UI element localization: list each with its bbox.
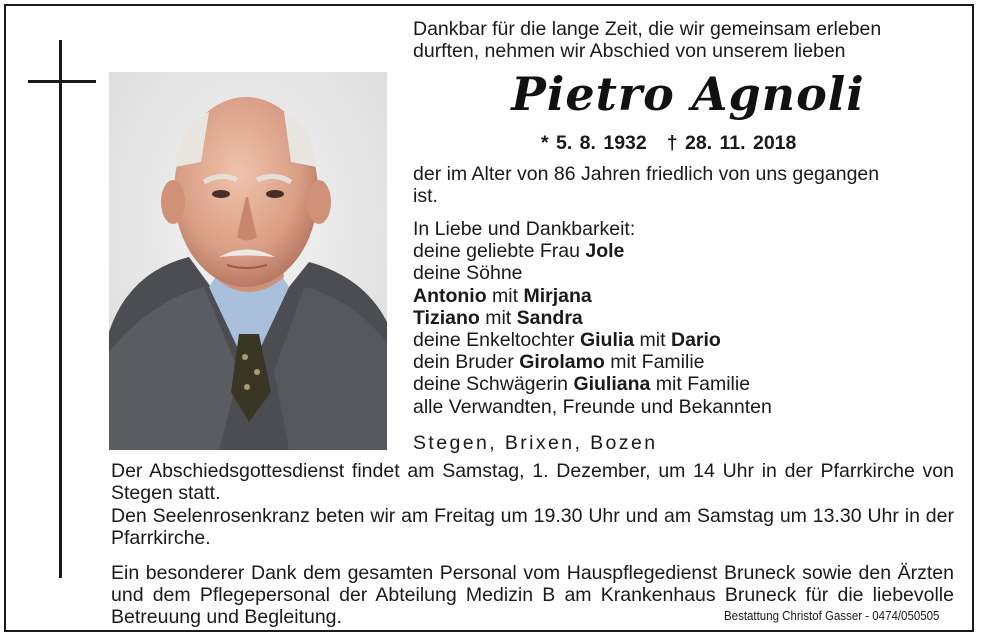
rosary-paragraph: Den Seelenrosenkranz beten wir am Freitag um 19.30 Uhr und am Samstag um 13.30 Uhr in der Pfarrkirche. bbox=[111, 505, 954, 549]
list-item bbox=[413, 285, 963, 307]
intro-line-1: Dankbar für die lange Zeit, die wir gemeinsam erleben bbox=[413, 18, 882, 40]
wife-label: deine geliebte Frau bbox=[413, 240, 586, 263]
son1-name: Antonio bbox=[413, 284, 487, 307]
places-text: Stegen, Brixen, Bozen bbox=[413, 432, 658, 454]
age-line-1: der im Alter von 86 Jahren friedlich von uns gegangen bbox=[413, 163, 880, 185]
list-item bbox=[413, 307, 963, 329]
with-label: mit bbox=[634, 328, 671, 351]
son2-name: Tiziano bbox=[413, 306, 480, 329]
list-item: deine Söhne bbox=[413, 262, 523, 285]
list-item bbox=[413, 240, 963, 262]
cross-icon-vertical bbox=[59, 40, 62, 578]
sister-in-law-label: deine Schwägerin bbox=[413, 373, 574, 396]
with-label: mit bbox=[479, 306, 517, 329]
cross-icon-horizontal bbox=[28, 80, 96, 83]
family-label: mit Familie bbox=[604, 351, 705, 374]
brother-label: dein Bruder bbox=[413, 351, 520, 374]
son2-partner-name: Sandra bbox=[516, 306, 583, 329]
brother-name: Girolamo bbox=[519, 351, 605, 374]
list-item bbox=[413, 351, 963, 373]
life-dates bbox=[541, 132, 796, 155]
funeral-home-credit: Bestattung Christof Gasser - 0474/050505 bbox=[724, 609, 940, 623]
son1-partner-name: Mirjana bbox=[523, 284, 592, 307]
thanks-paragraph: Ein besonderer Dank dem gesamten Personal vom Hauspflegedienst Bruneck sowie den Ärzten und dem Pflegepersonal der Abteilung Medizin B am Krankenhaus Bruneck für die liebevolle Betreuung und Begleitung. bbox=[111, 562, 954, 628]
birth-date: * 5. 8. 1932 bbox=[541, 132, 647, 154]
intro-line-2: durften, nehmen wir Abschied von unserem lieben bbox=[413, 40, 846, 62]
portrait-photo bbox=[109, 72, 387, 450]
mourners-heading: In Liebe und Dankbarkeit: bbox=[413, 218, 636, 240]
wife-name: Jole bbox=[585, 240, 625, 263]
death-date: † 28. 11. 2018 bbox=[666, 132, 797, 154]
intro-text bbox=[413, 18, 963, 62]
funeral-service-paragraph: Der Abschiedsgottesdienst findet am Samstag, 1. Dezember, um 14 Uhr in der Pfarrkirche von Stegen statt. bbox=[111, 460, 954, 504]
age-text bbox=[413, 163, 963, 207]
list-item bbox=[413, 329, 963, 351]
sister-in-law-name: Giuliana bbox=[573, 373, 651, 396]
deceased-name: Pietro Agnoli bbox=[511, 67, 865, 121]
with-label: mit bbox=[486, 284, 524, 307]
list-item: alle Verwandten, Freunde und Bekannten bbox=[413, 395, 772, 418]
family-label: mit Familie bbox=[650, 373, 751, 396]
granddaughter-label: deine Enkeltochter bbox=[413, 328, 580, 351]
age-line-2: ist. bbox=[413, 185, 438, 207]
granddaughter-name: Giulia bbox=[579, 328, 635, 351]
mourners-list bbox=[413, 218, 963, 418]
list-item bbox=[413, 373, 963, 395]
granddaughter-partner-name: Dario bbox=[670, 328, 721, 351]
